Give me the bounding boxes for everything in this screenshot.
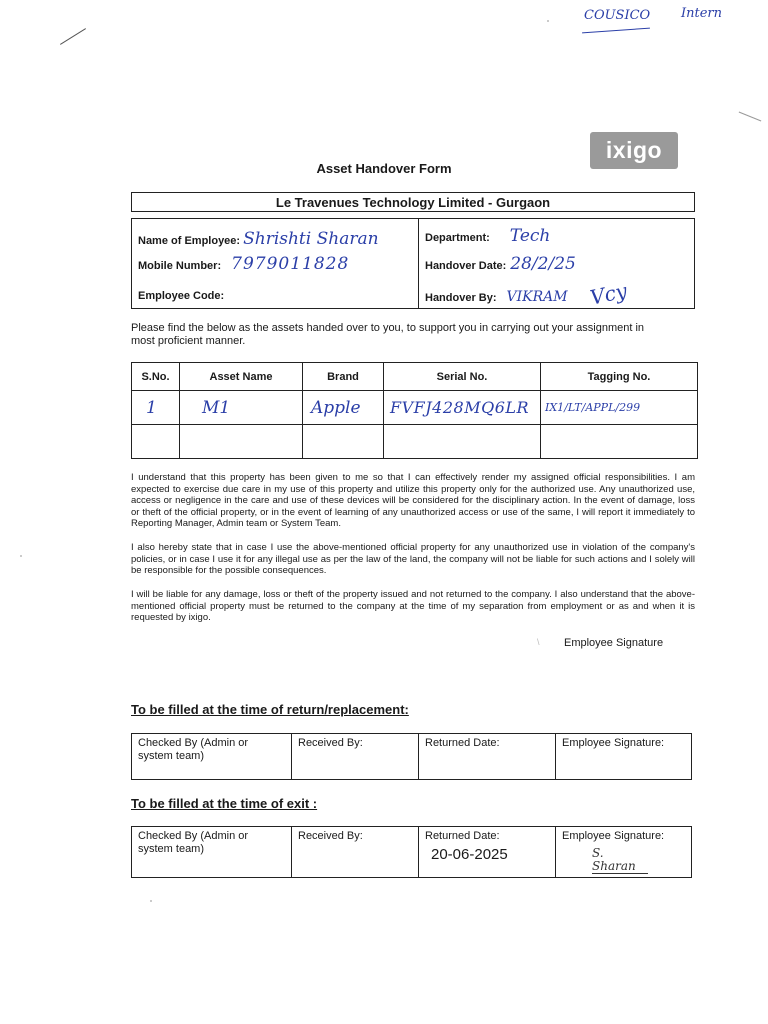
exit-section-heading: To be filled at the time of exit : [131, 796, 318, 811]
column-header-brand: Brand [303, 363, 384, 391]
info-divider [418, 218, 419, 309]
returned-date-label: Returned Date: [425, 830, 500, 842]
cell-sno [132, 425, 180, 459]
received-by-label: Received By: [298, 737, 363, 749]
employee-signature-label: Employee Signature: [562, 830, 665, 842]
exit-checked-by-cell [132, 827, 292, 878]
checked-by-label: Checked By (Admin or system team) [138, 737, 249, 762]
exit-employee-signature-cell [556, 827, 692, 878]
declaration-paragraph-2: I also hereby state that in case I use the above-mentioned official property for any unauthorized use in violation of the company's policies, or in case I use it for any illegal use as per the law of the land, the company will not be liable for such actions and I solely will be responsible for the possible consequences. [131, 542, 695, 576]
return-employee-signature-cell [556, 734, 692, 780]
company-name: Le Travenues Technology Limited - Gurgaon [275, 194, 551, 210]
declaration-paragraph-1: I understand that this property has been given to me so that I can effectively render my assigned official responsibilities. I am expected to exercise due care in my use of this property and utilize this property only for the authorized use. Any unauthorized use, access or negligence in the care and use of these devices will be considered for the disciplinary action. In the event of damage, loss or theft of the official property, or in the event of learning of any unauthorized access or use of the same, I will report it immediately to Reporting Manager, Admin team or System Team. [131, 472, 695, 529]
form-title: Asset Handover Form [316, 161, 452, 176]
cell-serial-no [384, 425, 541, 459]
handwritten-note-intern: Intern [681, 6, 723, 21]
faint-mark: \ [537, 637, 540, 647]
department-value: Tech [509, 226, 551, 246]
department-row [425, 226, 550, 246]
table-row [132, 425, 698, 459]
employee-signature-label: Employee Signature [564, 637, 664, 649]
cell-brand: Apple [303, 391, 384, 425]
employee-name-value: Shrishti Sharan [243, 229, 379, 249]
employee-name-row [138, 229, 379, 249]
column-header-serial-no: Serial No. [384, 363, 541, 391]
employee-signature-label: Employee Signature: [562, 737, 665, 749]
column-header-asset-name: Asset Name [180, 363, 303, 391]
employee-name-label: Name of Employee: [138, 235, 241, 247]
return-returned-date-cell [419, 734, 556, 780]
cell-tagging-no: IX1/LT/APPL/299 [541, 391, 698, 425]
table-row [132, 827, 692, 878]
mobile-number-row [138, 254, 349, 274]
table-row [132, 734, 692, 780]
returned-date-label: Returned Date: [425, 737, 500, 749]
assets-table-header-row [132, 363, 698, 391]
column-header-sno: S.No. [132, 363, 180, 391]
handwritten-note-cousico: COUSICO [584, 8, 651, 23]
pen-stroke-mark [60, 28, 86, 45]
scan-speck [150, 900, 152, 902]
department-label: Department: [425, 232, 490, 244]
exit-table [131, 826, 692, 878]
mobile-number-value: 7979011828 [231, 254, 350, 274]
exit-received-by-cell [292, 827, 419, 878]
cell-brand [303, 425, 384, 459]
return-table [131, 733, 692, 780]
handwritten-underline [582, 28, 650, 34]
return-received-by-cell [292, 734, 419, 780]
return-section-heading: To be filled at the time of return/replacement: [131, 702, 409, 717]
cell-tagging-no [541, 425, 698, 459]
cell-sno: 1 [132, 391, 180, 425]
table-row [132, 391, 698, 425]
cell-asset-name [180, 425, 303, 459]
declaration-paragraph-3: I will be liable for any damage, loss or theft of the property issued and not returned to the company. I also understand that the above-mentioned official property must be returned to the company at the time of my separation from employment or as and when it is requested by ixigo. [131, 589, 695, 623]
mobile-number-label: Mobile Number: [138, 260, 222, 272]
intro-text: Please find the below as the assets handed over to you, to support you in carrying out your assignment in most proficient manner. [131, 322, 645, 347]
handover-by-signature: Vcy [587, 278, 629, 310]
assets-table [131, 362, 698, 459]
handover-by-row [425, 278, 629, 310]
handover-date-row [425, 254, 576, 274]
scan-speck [547, 20, 549, 22]
handover-by-label: Handover By: [425, 292, 497, 304]
returned-date-value: 20-06-2025 [431, 846, 508, 863]
company-name-box [131, 192, 695, 212]
column-header-tagging-no: Tagging No. [541, 363, 698, 391]
employee-code-row [138, 284, 224, 304]
employee-signature-value: S. Sharan [592, 847, 648, 874]
pen-stroke-mark [739, 112, 762, 122]
received-by-label: Received By: [298, 830, 363, 842]
handover-by-value: VIKRAM [506, 289, 568, 305]
handover-date-label: Handover Date: [425, 260, 507, 272]
exit-returned-date-cell [419, 827, 556, 878]
employee-code-label: Employee Code: [138, 290, 225, 302]
cell-serial-no: FVFJ428MQ6LR [384, 391, 541, 425]
checked-by-label: Checked By (Admin or system team) [138, 830, 249, 855]
handover-date-value: 28/2/25 [510, 254, 576, 274]
cell-asset-name: M1 [180, 391, 303, 425]
ixigo-logo: ixigo [590, 132, 678, 169]
scan-speck [20, 555, 22, 557]
return-checked-by-cell [132, 734, 292, 780]
